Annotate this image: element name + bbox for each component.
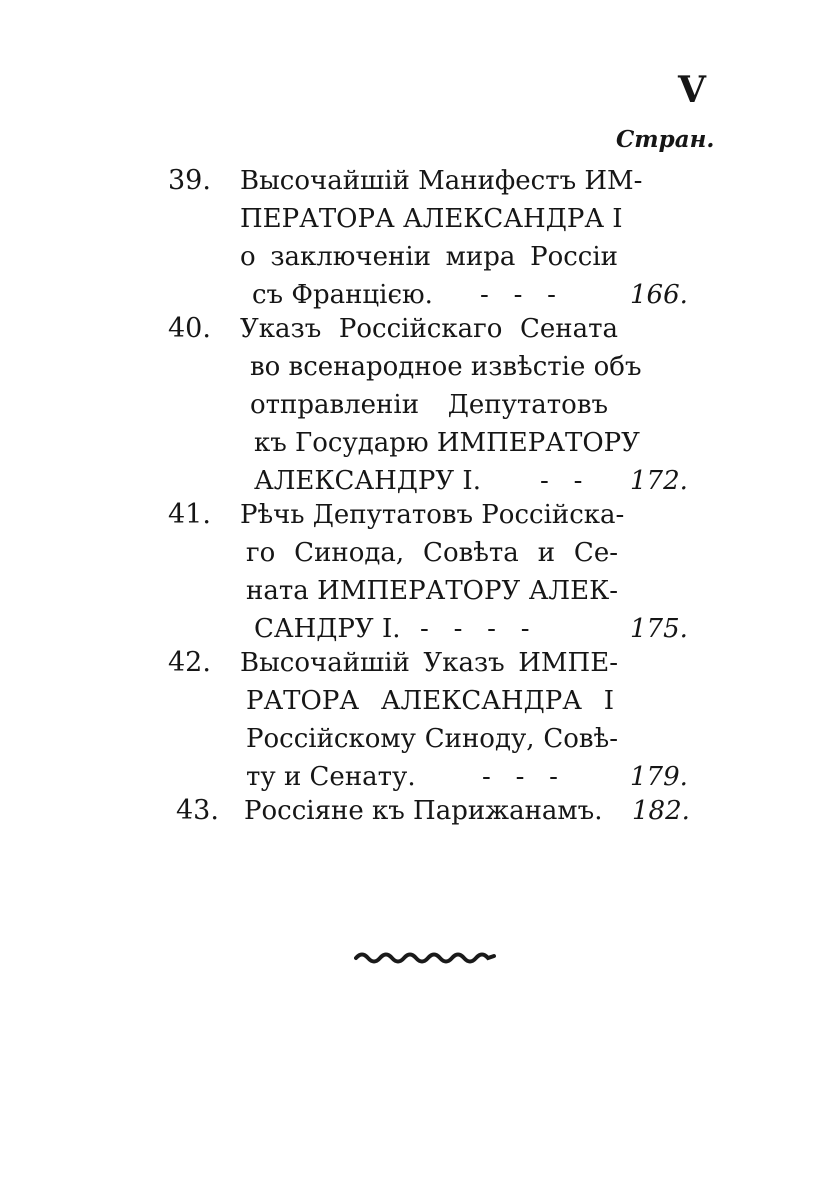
wavy-ornament-divider (354, 944, 496, 968)
entry-title-line: къ Государю ИМПЕРАТОРУ (254, 428, 640, 458)
entry-title-line: Россіяне къ Парижанамъ. (244, 796, 603, 826)
entry-page-number: 172. (630, 466, 688, 496)
entry-title-line: отправленіи Депутатовъ (250, 390, 608, 420)
entry-page-number: 182. (632, 796, 690, 826)
entry-title-line: Рѣчь Депутатовъ Россійска- (240, 500, 625, 530)
entry-title-line: Указъ Россійскаго Сената (240, 314, 618, 344)
entry-page-number: 166. (630, 280, 688, 310)
entry-title-line: Высочайшій Указъ ИМПЕ- (240, 648, 618, 678)
entry-title-line: съ Францією. (252, 280, 433, 310)
entry-number: 42. (168, 647, 211, 678)
page-number: V (678, 69, 706, 111)
entry-title-line: о заключеніи мира Россіи (240, 242, 618, 272)
entry-title-line: ната ИМПЕРАТОРУ АЛЕК- (246, 576, 618, 606)
entry-title-line: ПЕРАТОРА АЛЕКСАНДРА I (240, 204, 623, 234)
entry-page-number: 179. (630, 762, 688, 792)
entry-title-line: ту и Сенату. (246, 762, 416, 792)
dot-leaders: - - (540, 466, 583, 496)
dot-leaders: - - - (482, 762, 558, 792)
entry-page-number: 175. (630, 614, 688, 644)
dot-leaders: - - - - (420, 614, 530, 644)
entry-title-line: РАТОРА АЛЕКСАНДРА I (246, 686, 614, 716)
dot-leaders: - - - (480, 280, 556, 310)
entry-title-line: АЛЕКСАНДРУ I. (254, 466, 481, 496)
entry-number: 39. (168, 165, 211, 196)
entry-title-line: го Синода, Совѣта и Се- (246, 538, 618, 568)
entry-title-line: Россійскому Синоду, Совѣ- (246, 724, 618, 754)
entry-number: 40. (168, 313, 211, 344)
entry-number: 43. (176, 795, 219, 826)
entry-title-line: во всенародное извѣстіе объ (250, 352, 642, 382)
entry-number: 41. (168, 499, 211, 530)
entry-title-line: Высочайшій Манифестъ ИМ- (240, 166, 643, 196)
entry-title-line: САНДРУ I. (254, 614, 401, 644)
column-header-pages: Стран. (616, 126, 715, 153)
